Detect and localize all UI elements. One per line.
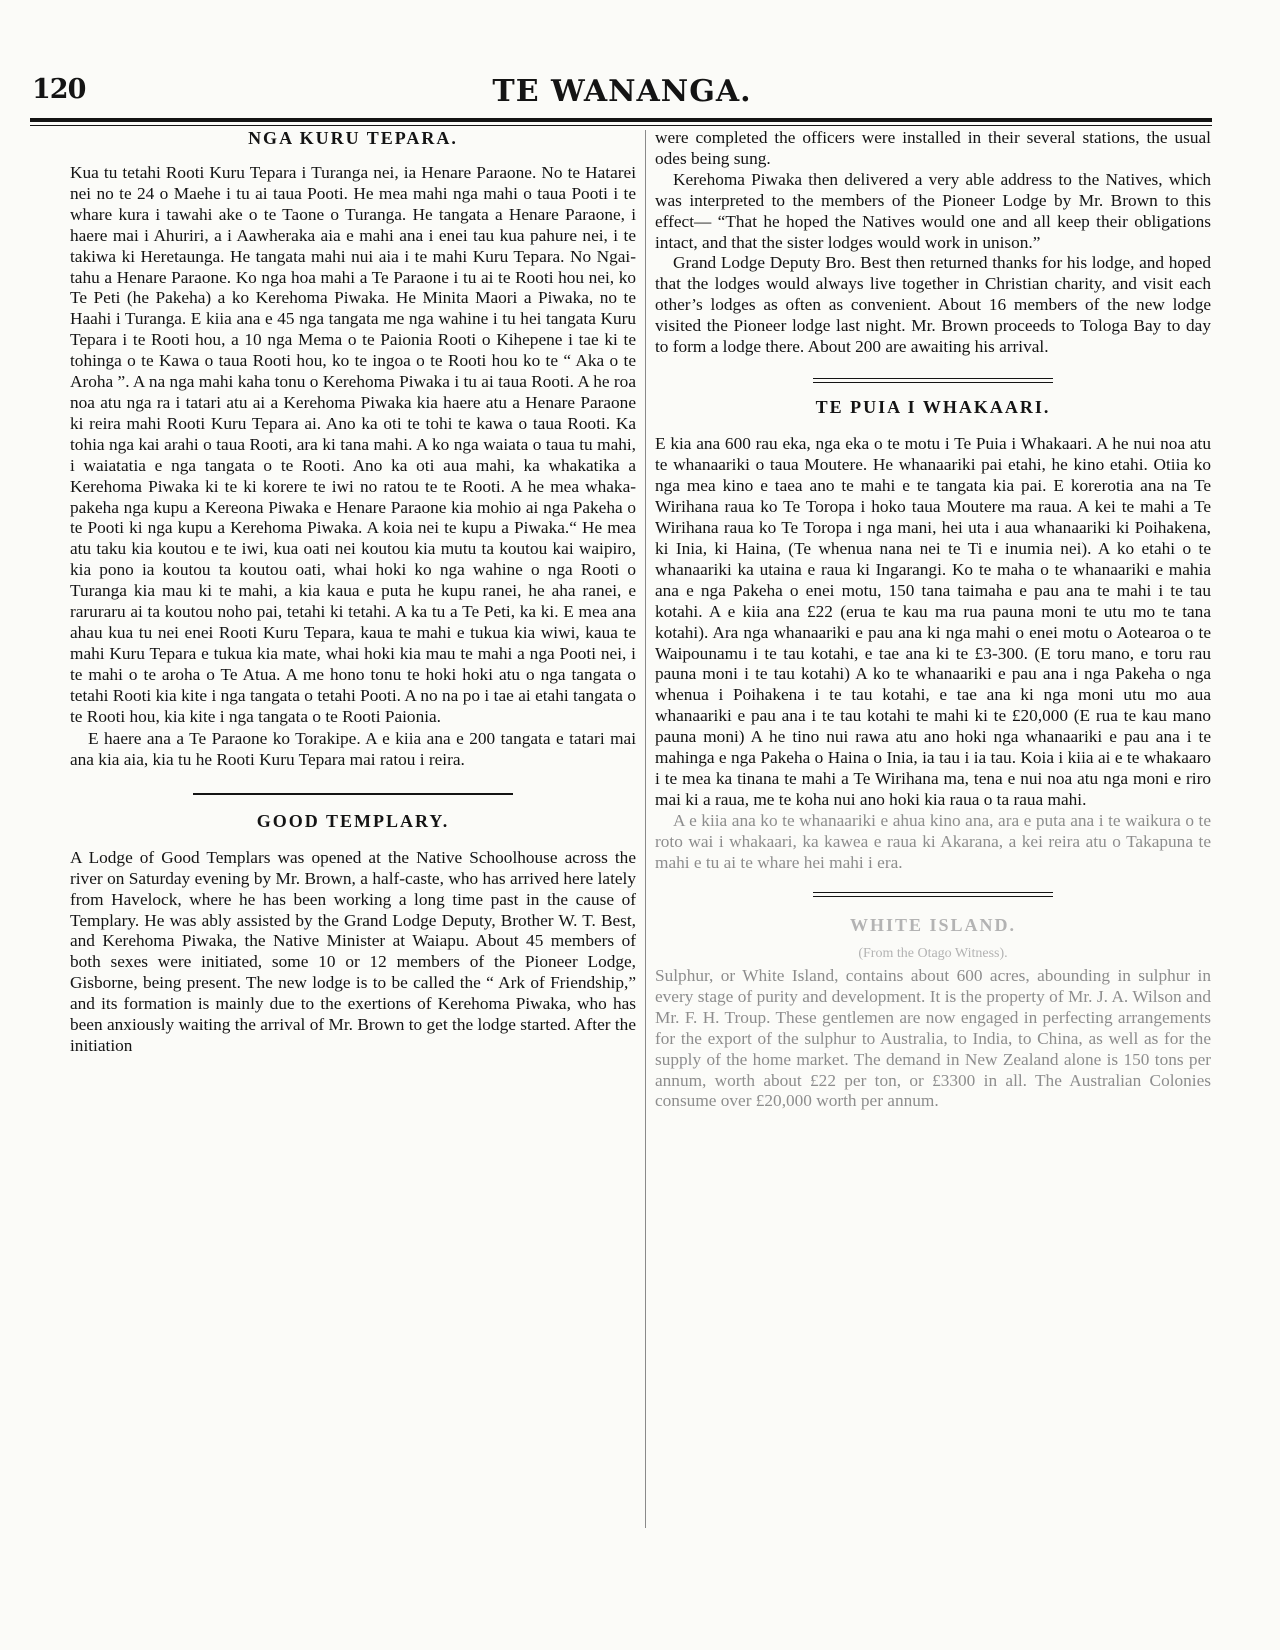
masthead: [32, 74, 1212, 124]
column-divider: [645, 130, 646, 1528]
article-paragraph: E haere ana a Te Paraone ko Torakipe. A e kiia ana e 200 tangata e tatari mai ana kia aia, kia tu he Rooti Kuru Tepara mai ratou i reira.: [70, 729, 636, 770]
article-paragraph: E kia ana 600 rau eka, nga eka o te motu i Te Puia i Whakaari. A he nui noa atu te whanaariki o taua Moutere. He whanaariki pai etahi, he kino etahi. Otiia ko nga mea kino e taea ano te mahi e te tangata kia pai. E korerotia ana na Te Wirihana raua ko Te Toropa i hoko taua Moutere ma raua. A kei te mahi a Te Wirihana raua ko Te Toropa i nga mani, hei uta i aua whanaariki ki Poihakena, ki Inia, ki Haina, (Te whenua nana nei te Ti e inumia nei). A ko etahi o te whanaariki ka utaina e raua ki Ingarangi. Ko te maha o te whanaariki e mahia ana e nga Pakeha o enei motu, 150 tana taimaha e pau ana te mahi i te tau kotahi. A e kiia ana £22 (erua te kau ma rua pauna moni te utu mo te tana kotahi). Ara nga whanaariki e pau ana ki nga mahi o enei motu o Aotearoa o te Waipounamu i te tau kotahi, e tae ana ki te £3-300. (E toru mano, e toru rau pauna moni i te tau kotahi) A ko te whanaariki e pau ana i nga Pakeha o nga whenua i Poihakena i te tau kotahi, e tae ana ki nga moni utu mo aua whanaariki e pau ana i te tau kotahi te mahi ki te £20,000 (E rua te kau mano pauna moni) A he tino nui rawa atu ano hoki nga whanaariki e pau ana i te mahinga e nga Pakeha o Haina o Inia, ia tau i ia tau. Koia i kiia ai e te whakaaro i te mea ka tinana te mahi a Te Wirihana ma, tena e nui noa atu nga moni e riro mai ki a raua, me te koha nui ano hoki kia raua o ta raua mahi.: [655, 434, 1211, 809]
article-heading-kuru-tepara: NGA KURU TEPARA.: [248, 128, 458, 148]
left-column: [70, 128, 636, 1057]
page-number: 120: [32, 74, 86, 105]
article-paragraph: Grand Lodge Deputy Bro. Best then returned thanks for his lodge, and hoped that the lodges would always live together in Christian charity, and visit each other’s lodges as often as convenient. About 16 members of the new lodge visited the Pioneer lodge last night. Mr. Brown proceeds to Tologa Bay to day to form a lodge there. About 200 are awaiting his arrival.: [655, 253, 1211, 357]
article-paragraph: Sulphur, or White Island, contains about 600 acres, abounding in sulphur in every stage of purity and development. It is the property of Mr. J. A. Wilson and Mr. F. H. Troup. These gentlemen are now engaged in perfecting arrangements for the export of the sulphur to Australia, to India, to China, as well as for the supply of the home market. The demand in New Zealand alone is 150 tons per annum, worth about £22 per ton, or £3300 in all. The Australian Colonies consume over £20,000 worth per annum.: [655, 966, 1211, 1111]
article-paragraph: were completed the officers were installed in their several stations, the usual odes being sung.: [655, 128, 1211, 168]
article-paragraph: A Lodge of Good Templars was opened at the Native Schoolhouse across the river on Saturday evening by Mr. Brown, a half-caste, who has arrived here lately from Havelock, where he has been working a long time past in the cause of Templary. He was ably assisted by the Grand Lodge Deputy, Brother W. T. Best, and Kerehoma Piwaka, the Native Minister at Waiapu. About 45 members of both sexes were initiated, some 10 or 12 members of the Pioneer Lodge, Gisborne, being present. The new lodge is to be called the “ Ark of Friendship,” and its formation is mainly due to the exertions of Kerehoma Piwaka, who has been anxiously waiting the arrival of Mr. Brown to get the lodge started. After the initiation: [70, 847, 636, 1055]
article-paragraph: A e kiia ana ko te whanaariki e ahua kino ana, ara e puta ana i te waikura o te roto wai i whakaari, ka kawea e raua ki Akarana, a kei reira atu o Takapuna te mahi e tu ai te whare hei mahi i era.: [655, 810, 1211, 872]
article-heading-good-templary: GOOD TEMPLARY.: [256, 810, 450, 831]
section-separator-double: [813, 378, 1053, 380]
section-separator: [193, 793, 513, 795]
right-column: [655, 128, 1211, 1112]
article-source-note: (From the Otago Witness).: [858, 946, 1008, 961]
masthead-rule-thin: [30, 125, 1212, 126]
section-separator-double: [813, 892, 1053, 894]
article-paragraph: Kua tu tetahi Rooti Kuru Tepara i Turanga nei, ia Henare Paraone. No te Hatarei nei no te 24 o Maehe i tu ai taua Pooti. He mea mahi nga mahi o taua Pooti i te whare kura i tawahi ake o te Taone o Turanga. He tangata a Henare Paraone, i haere mai i Ahuriri, a i Aawheraka aia e mahi ana i enei tau kua pahure nei, i te takiwa ki Heretaunga. He tangata mahi nui aia i te mahi Kuru Tepara. No Ngai-tahu a Henare Paraone. Ko nga hoa mahi a Te Paraone i tu ai te Rooti hou nei, ko Te Peti (he Pakeha) a ko Kerehoma Piwaka. He Minita Maori a Piwaka, no te Haahi i Turanga. E kiia ana e 45 nga tangata me nga wahine i tu hei tangata Kuru Tepara i te Rooti hou, a 10 nga Mema o te Paionia Rooti o Kihepene i tae ki te tohinga o te Kawa o taua Rooti hou, ko te ingoa o te Rooti hou ko te “ Aka o te Aroha ”. A na nga mahi kaha tonu o Kerehoma Piwaka i tu ai taua Rooti. A he roa noa atu nga ra i tatari atu ai a Kerehoma Piwaka kia haere atu a Henare Paraone ki reira mahi Rooti Kuru Tepara ai. Ano ka oti te tohi te kawa o taua Rooti. Ka tohia nga kai arahi o taua Rooti, ara ki tana mahi. A ko nga waiata o taua tu mahi, i waiatatia e nga tangata o te Rooti. Ano ka oti aua mahi, ka whakatika a Kerehoma Piwaka ki te ki korere te iwi no ratou te te Rooti. A he mea whaka-pakeha nga kupu a Kereona Piwaka e Henare Paraone kia mohio ai nga Pakeha o te Pooti ki nga kupu a Kerehoma Piwaka. A koia nei te kupu a Piwaka.“ He mea atu taku kia koutou e te iwi, kua oati nei koutou kia mutu ta koutou kai waipiro, kia pono ia koutou ta koutou oati, whai hoki ko nga wahine o nga Rooti o Turanga kia mau ki te mahi, a kia kaua e puta he kupu ranei, he aha ranei, e raruraru ai ta koutou noho pai, tetahi ki tetahi. A ka tu a Te Peti, ka ki. E mea ana ahau kua tu nei enei Rooti Kuru Tepara, kaua te mahi e tukua kia wiwi, kaua te mahi Kuru Tepara e tukua kia mate, whai hoki kia mau te mahi a nga Pooti nei, i te mahi o te aroha o Te Atua. A me hono tonu te hoki hoki atu o nga tangata o tetahi Rooti kia kite i nga tangata o tetahi Pooti. A no na po i tae ai etahi tangata o te Rooti hou, kia kite i nga tangata o te Rooti Paionia.: [70, 163, 636, 726]
article-heading-te-puia: TE PUIA I WHAKAARI.: [815, 397, 1051, 418]
masthead-rule-thick: [30, 118, 1212, 122]
article-heading-white-island: WHITE ISLAND.: [849, 915, 1017, 935]
newspaper-title: TE WANANGA.: [492, 74, 752, 109]
article-paragraph: Kerehoma Piwaka then delivered a very able address to the Natives, which was interpreted to the members of the Pioneer Lodge by Mr. Brown to this effect— “That he hoped the Natives would one and all keep their obligations intact, and that the sister lodges would work in unison.”: [655, 169, 1211, 252]
